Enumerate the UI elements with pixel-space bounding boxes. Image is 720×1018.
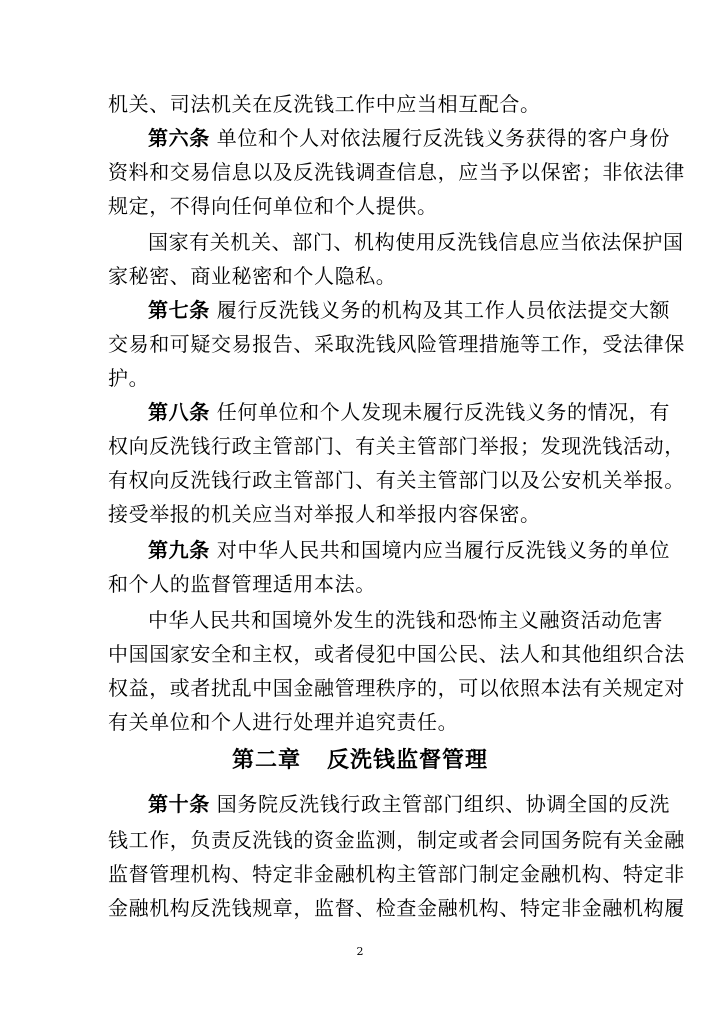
article-6-label: 第六条 [148,126,210,150]
chapter-heading [0,746,720,776]
text-span: 任何单位和个人发现未履行反洗钱义务的情况，有 [216,400,670,424]
text-line: 家秘密、商业秘密和个人隐私。 [108,264,397,288]
text-span: 单位和个人对依法履行反洗钱义务获得的客户身份 [216,126,670,150]
text-span: 履行反洗钱义务的机构及其工作人员依法提交大额 [216,298,670,322]
text-line: 中华人民共和国境外发生的洗钱和恐怖主义融资活动危害 [148,608,663,632]
chapter-number: 第二章 [231,748,301,773]
chapter-title: 反洗钱监督管理 [327,748,489,773]
page-number: 2 [356,945,364,958]
text-line: 金融机构反洗钱规章，监督、检查金融机构、特定非金融机构履 [108,896,685,920]
text-line: 护。 [108,366,150,390]
article-9-label: 第九条 [148,538,210,562]
text-line: 有权向反洗钱行政主管部门、有关主管部门以及公安机关举报。 [108,468,685,492]
text-line: 机关、司法机关在反洗钱工作中应当相互配合。 [108,92,541,116]
article-10-label: 第十条 [148,792,210,816]
article-6-first-line [148,124,670,152]
article-7-label: 第七条 [148,298,210,322]
text-line: 和个人的监督管理适用本法。 [108,572,376,596]
article-9-first-line [148,536,670,564]
text-line: 资料和交易信息以及反洗钱调查信息，应当予以保密；非依法律 [108,160,685,184]
text-line: 规定，不得向任何单位和个人提供。 [108,194,438,218]
text-span: 国务院反洗钱行政主管部门组织、协调全国的反洗 [216,792,670,816]
text-line: 接受举报的机关应当对举报人和举报内容保密。 [108,502,541,526]
text-span: 对中华人民共和国境内应当履行反洗钱义务的单位 [216,538,670,562]
article-7-first-line [148,296,670,324]
text-line: 有关单位和个人进行处理并追究责任。 [108,710,459,734]
text-line: 钱工作，负责反洗钱的资金监测，制定或者会同国务院有关金融 [108,828,685,852]
text-line: 国家有关机关、部门、机构使用反洗钱信息应当依法保护国 [148,230,684,254]
article-10-first-line [148,790,670,818]
text-line: 权向反洗钱行政主管部门、有关主管部门举报；发现洗钱活动， [108,434,685,458]
text-line: 中国国家安全和主权，或者侵犯中国公民、法人和其他组织合法 [108,642,685,666]
article-8-label: 第八条 [148,400,210,424]
text-line: 权益，或者扰乱中国金融管理秩序的，可以依照本法有关规定对 [108,676,685,700]
text-line: 交易和可疑交易报告、采取洗钱风险管理措施等工作，受法律保 [108,332,685,356]
article-8-first-line [148,398,670,426]
text-line: 监督管理机构、特定非金融机构主管部门制定金融机构、特定非 [108,862,685,886]
